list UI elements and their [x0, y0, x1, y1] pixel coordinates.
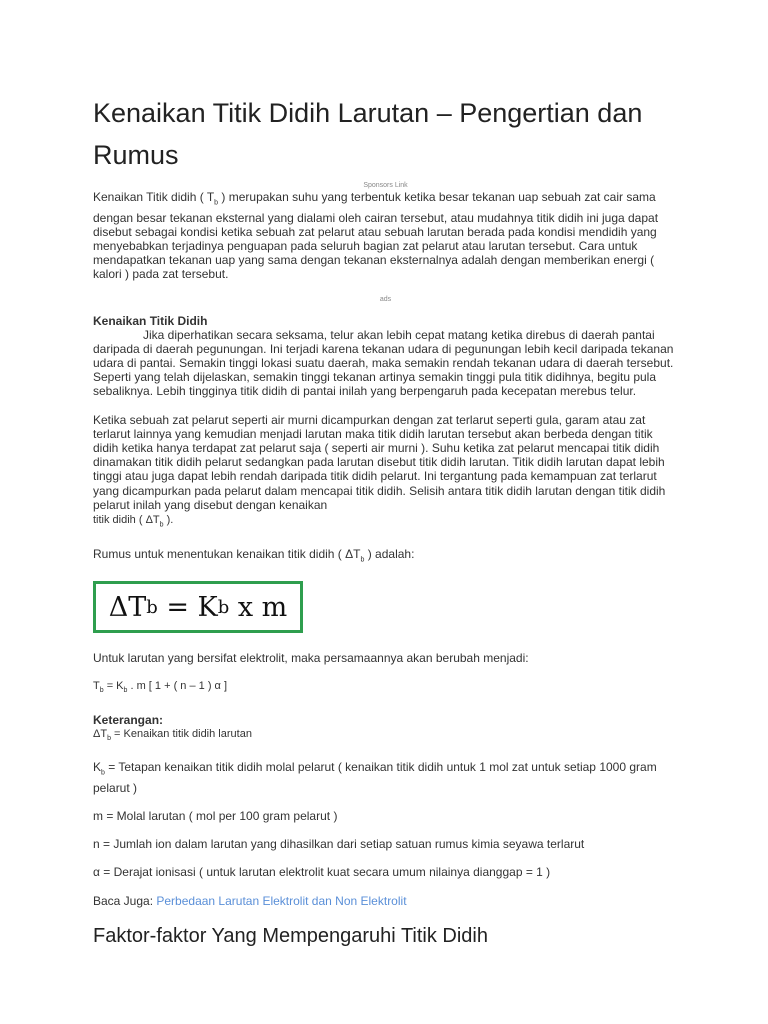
- elektrolit-intro: Untuk larutan yang bersifat elektrolit, maka persamaannya akan berubah menjadi:: [93, 651, 529, 666]
- section2-title: Faktor-faktor Yang Mempengaruhi Titik Didih: [93, 924, 488, 947]
- eq-equals-k: = K: [103, 680, 124, 693]
- rumus-intro-close: ) adalah:: [364, 546, 415, 561]
- rumus-intro-text: Rumus untuk menentukan kenaikan titik didih ( ΔT: [93, 546, 361, 561]
- keterangan-dt-text: = Kenaikan titik didih larutan: [110, 727, 252, 740]
- section1-paragraph1: [93, 328, 678, 399]
- keterangan-dt-symbol: ΔT: [93, 727, 108, 740]
- section-heading-kenaikan: Kenaikan Titik Didih: [93, 313, 208, 328]
- ads-label: ads: [379, 295, 392, 303]
- rumus-intro-subscript: b: [360, 556, 365, 564]
- eq-t-subscript: b: [99, 687, 104, 695]
- eq-rest: . m [ 1 + ( n – 1 ) α ]: [127, 680, 228, 693]
- formula-image: [93, 581, 303, 633]
- intro-subscript: b: [214, 199, 219, 207]
- section1-paragraph2-subscript: b: [159, 521, 164, 529]
- keterangan-n: n = Jumlah ion dalam larutan yang dihasilkan dari setiap satuan rumus kimia seyawa terlarut: [93, 837, 585, 852]
- sponsor-label: Sponsors Link: [363, 182, 408, 189]
- section1-paragraph2-text: Ketika sebuah zat pelarut seperti air murni dicampurkan dengan zat terlarut seperti gula, garam atau zat terlarut lainnya yang kemudian menjadi larutan maka titik didih larutan tersebut akan berbeda dengan titik didih ketika hanya terdapat zat pelarut saja ( seperti air murni ). Suhu ketika zat pelarut mencapai titik didih dinamakan titik didih pelarut sedangkan pada larutan disebut titik didih larutan. Titik didih larutan dapat lebih tinggi atau juga dapat lebih rendah daripada titik didih pelarut. Ini tergantung pada kemampuan zat terlarut yang dicampurkan pada pelarut dalam mencapai titik didih. Selisih antara titik didih larutan dengan titik didih pelarut inilah yang disebut dengan kenaikan: [93, 412, 666, 512]
- elektrolit-equation: [93, 679, 678, 698]
- page-title: Kenaikan Titik Didih Larutan – Pengertian dan Rumus: [93, 98, 643, 170]
- keterangan-kb-text: = Tetapan kenaikan titik didih molal pelarut ( kenaikan titik didih untuk 1 mol zat untuk setiap 1000 gram pelarut ): [93, 760, 657, 795]
- keterangan-heading: Keterangan:: [93, 712, 164, 727]
- keterangan-kb-symbol: K: [93, 760, 102, 775]
- formula-x-m: x m: [229, 591, 288, 623]
- article: [93, 92, 678, 948]
- keterangan-delta-t: [93, 727, 678, 746]
- baca-juga: [93, 894, 678, 908]
- formula-equals-k: = K: [157, 591, 218, 623]
- formula-delta-t: ΔT: [108, 591, 147, 623]
- keterangan-dt-subscript: b: [107, 735, 111, 743]
- formula-subscript-left: b: [146, 596, 158, 618]
- keterangan-kb: [93, 760, 678, 795]
- intro-text-rest: ) merupakan suhu yang terbentuk ketika besar tekanan uap sebuah zat cair sama dengan besar tekanan eksternal yang dialami oleh cairan tersebut, atau mudahnya titik didih ini juga dapat disebut sebagai kondisi ketika sebuah zat pelarut atau sebuah larutan berada pada kondisi mendidih yang menyebabkan terjadinya penguapan pada seluruh bagian zat pelarut atau larutan tersebut. Cara untuk mendapatkan tekanan uap yang sama dengan tekanan eksternalnya adalah dengan memberikan energi ( kalori ) pada zat tersebut.: [93, 190, 659, 282]
- baca-juga-label: Baca Juga:: [93, 893, 157, 908]
- eq-t: T: [93, 680, 100, 693]
- section1-paragraph2-end: titik didih ( ΔT: [93, 514, 160, 527]
- section1-paragraph1-text: Jika diperhatikan secara seksama, telur akan lebih cepat matang ketika direbus di daerah pantai daripada di daerah pegunungan. Ini terjadi karena tekanan udara di pegunungan lebih kecil daripada tekanan udara di pantai. Semakin tinggi lokasi suatu daerah, maka semakin rendah tekanan udara di daerah tersebut. Seperti yang telah dijelaskan, semakin tinggi tekanan artinya semakin tinggi pula titik didihnya, begitu pula sebaliknya. Lebih tingginya titik didih di pantai inilah yang berpengaruh pada kecepatan merebus telur.: [93, 327, 674, 399]
- keterangan-m: m = Molal larutan ( mol per 100 gram pelarut ): [93, 809, 338, 824]
- eq-k-subscript: b: [123, 687, 128, 695]
- formula-subscript-right: b: [217, 596, 230, 618]
- baca-juga-link[interactable]: Perbedaan Larutan Elektrolit dan Non Elektrolit: [156, 893, 407, 908]
- rumus-intro: [93, 547, 678, 568]
- keterangan-alpha: α = Derajat ionisasi ( untuk larutan elektrolit kuat secara umum nilainya dianggap = 1 ): [93, 865, 551, 880]
- section1-paragraph2-close: ).: [163, 514, 174, 527]
- intro-text-start: Kenaikan Titik didih ( T: [93, 190, 215, 204]
- intro-paragraph: [93, 190, 678, 282]
- section1-paragraph2: [93, 413, 678, 533]
- keterangan-kb-subscript: b: [101, 769, 105, 777]
